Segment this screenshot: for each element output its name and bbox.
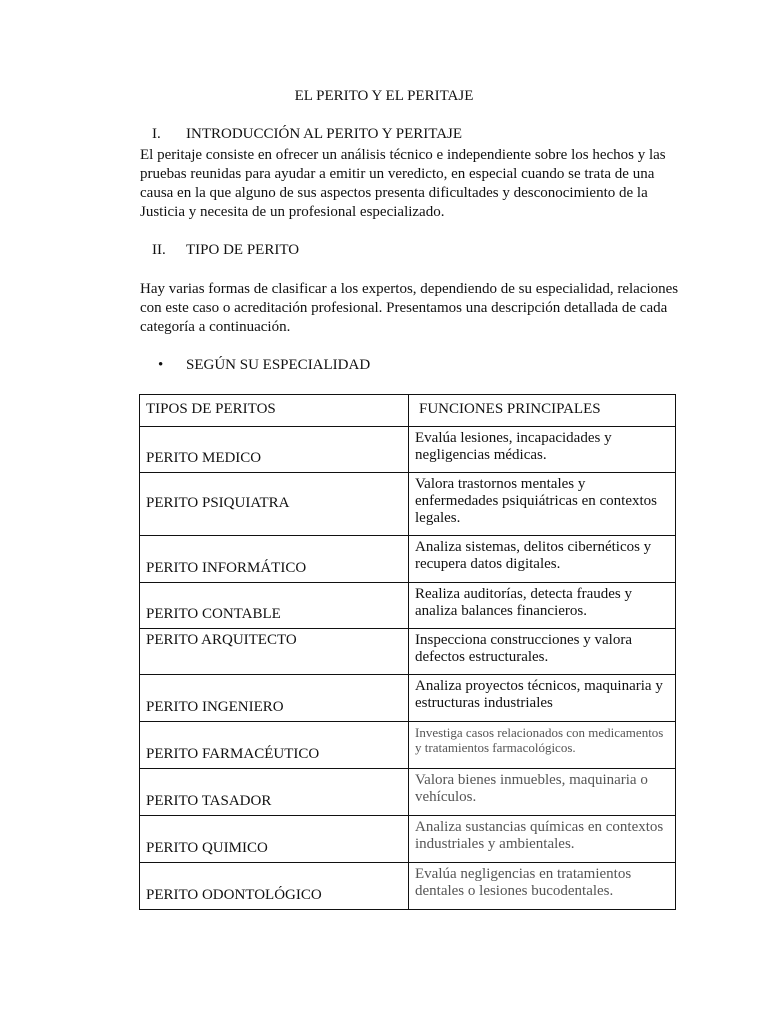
table-cell-funcion: Analiza sistemas, delitos cibernéticos y recupera datos digitales. (409, 536, 676, 583)
table-cell-tipo: PERITO INGENIERO (140, 675, 409, 722)
table-cell-funcion: Valora trastornos mentales y enfermedades psiquiátricas en contextos legales. (409, 473, 676, 536)
section-heading-tipo (140, 242, 299, 259)
table-header-row (140, 395, 676, 427)
introduccion-paragraph: El peritaje consiste en ofrecer un análisis técnico e independiente sobre los hechos y las pruebas reunidas para ayudar a emitir un veredicto, en especial cuando se trata de una causa en la que alguno de sus aspectos presenta dificultades y desconocimiento de la Justicia y necesita de un profesional especializado. (140, 147, 666, 220)
table-cell-funcion: Analiza sustancias químicas en contextos industriales y ambientales. (409, 816, 676, 863)
table-cell-funcion: Investiga casos relacionados con medicamentos y tratamientos farmacológicos. (409, 722, 676, 769)
peritos-table (139, 394, 676, 910)
table-cell-tipo: PERITO QUIMICO (140, 816, 409, 863)
table-cell-tipo: PERITO INFORMÁTICO (140, 536, 409, 583)
table-row (140, 473, 676, 536)
document-title: EL PERITO Y EL PERITAJE (294, 88, 474, 104)
section-heading-introduccion (140, 126, 462, 143)
table-row (140, 769, 676, 816)
table-row (140, 536, 676, 583)
section-title: TIPO DE PERITO (186, 242, 300, 258)
table-cell-funcion: Evalúa negligencias en tratamientos dentales o lesiones bucodentales. (409, 863, 676, 910)
section-title: INTRODUCCIÓN AL PERITO Y PERITAJE (186, 126, 463, 142)
table-cell-tipo: PERITO ODONTOLÓGICO (140, 863, 409, 910)
table-row (140, 427, 676, 473)
table-cell-funcion: Analiza proyectos técnicos, maquinaria y estructuras industriales (409, 675, 676, 722)
section-number: II. (152, 242, 166, 258)
table-row (140, 583, 676, 629)
table-cell-funcion: Inspecciona construcciones y valora defectos estructurales. (409, 629, 676, 675)
table-cell-funcion: Valora bienes inmuebles, maquinaria o vehículos. (409, 769, 676, 816)
tipo-paragraph: Hay varias formas de clasificar a los expertos, dependiendo de su especialidad, relaciones con este caso o acreditación profesional. Presentamos una descripción detallada de cada categoría a continuación. (140, 281, 679, 335)
table-cell-tipo: PERITO FARMACÉUTICO (140, 722, 409, 769)
table-row (140, 722, 676, 769)
column-header-tipos: TIPOS DE PERITOS (140, 395, 409, 427)
table-cell-tipo: PERITO MEDICO (140, 427, 409, 473)
table-cell-tipo: PERITO TASADOR (140, 769, 409, 816)
table-cell-tipo: PERITO ARQUITECTO (140, 629, 409, 675)
table-cell-tipo: PERITO PSIQUIATRA (140, 473, 409, 536)
section-number: I. (152, 126, 161, 142)
table-row (140, 863, 676, 910)
table-row (140, 816, 676, 863)
table-cell-tipo: PERITO CONTABLE (140, 583, 409, 629)
bullet-icon: • (158, 357, 164, 373)
column-header-funciones: FUNCIONES PRINCIPALES (409, 395, 676, 427)
table-cell-funcion: Evalúa lesiones, incapacidades y negligencias médicas. (409, 427, 676, 473)
table-row (140, 675, 676, 722)
bullet-item (140, 357, 370, 374)
table-cell-funcion: Realiza auditorías, detecta fraudes y analiza balances financieros. (409, 583, 676, 629)
bullet-text: SEGÚN SU ESPECIALIDAD (186, 357, 371, 373)
table-row (140, 629, 676, 675)
